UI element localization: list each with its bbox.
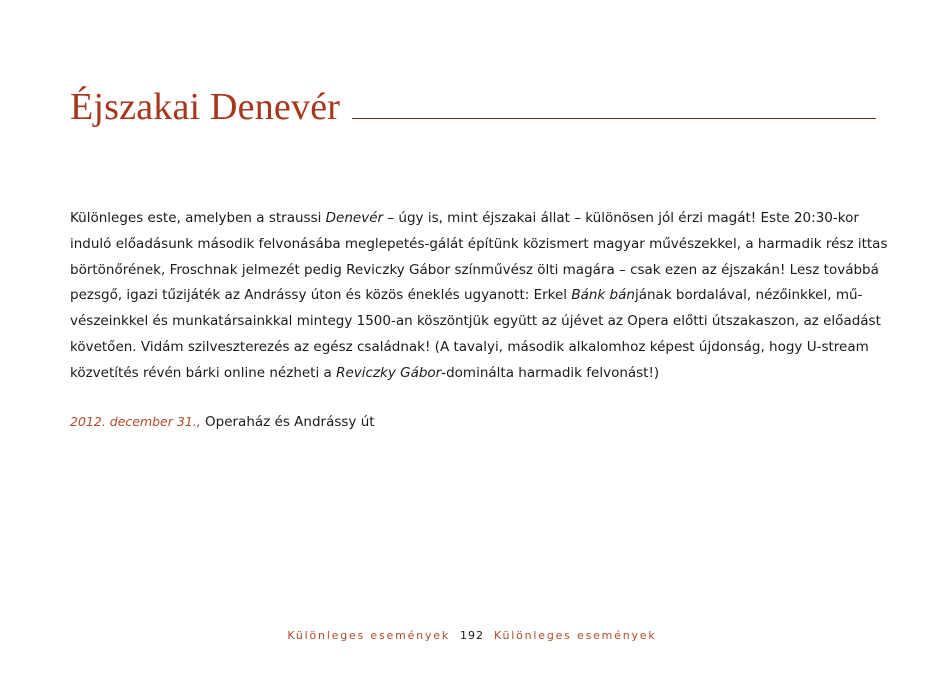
italic-name-reviczky: Reviczky Gábor (336, 364, 442, 381)
italic-title-denever: Denevér (325, 210, 384, 226)
body-line-7 (70, 361, 876, 387)
title-rule (352, 118, 876, 119)
body-text-segment: jának bordalával, nézőinkkel, mű- (634, 287, 863, 304)
body-line-2: induló előadásunk második felvonásába meglepetés-gálát építünk közismert magyar művészekkel, a harmadik rész ittas (70, 235, 888, 252)
title-row (70, 88, 876, 126)
body-line-5: vészeinkkel és munkatársainkkal mintegy 1500-an köszöntjük együtt az újévet az Opera előtti útszakaszon, az előadást (70, 313, 881, 330)
body-text-segment: – úgy is, mint éjszakai állat – különösen jól érzi magát! Este 20:30-kor (383, 210, 859, 226)
body-line-6: követően. Vidám szilveszterezés az egész családnak! (A tavalyi, második alkalomhoz képest újdonság, hogy U-stream (70, 338, 869, 355)
page-footer (0, 627, 944, 645)
body-line-1 (70, 206, 876, 232)
body-text-segment: Különleges este, amelyben a straussi (70, 210, 326, 226)
event-place: Operaház és Andrássy út (200, 414, 375, 430)
body-line-4 (70, 283, 876, 309)
body-text-segment: pezsgő, igazi tűzijáték az Andrássy úton és közös éneklés ugyanott: Erkel (70, 287, 572, 304)
page-title: Éjszakai Denevér (70, 86, 341, 128)
body-text-segment: -dominálta harmadik felvonást!) (441, 364, 660, 381)
body-paragraph (70, 206, 888, 387)
footer-section-left: Különleges események (287, 629, 450, 642)
body-line-3: börtönőrének, Froschnak jelmezét pedig Reviczky Gábor színművész ölti magára – csak ezen az éjszakán! Lesz továbbá (70, 261, 879, 278)
italic-title-bank-ban: Bánk bán (571, 287, 635, 304)
event-date: 2012. december 31., (70, 414, 201, 429)
page-number: 192 (460, 629, 484, 642)
footer-section-right: Különleges események (494, 629, 657, 642)
dateline (70, 411, 375, 433)
body-text-segment: közvetítés révén bárki online nézheti a (70, 364, 337, 381)
